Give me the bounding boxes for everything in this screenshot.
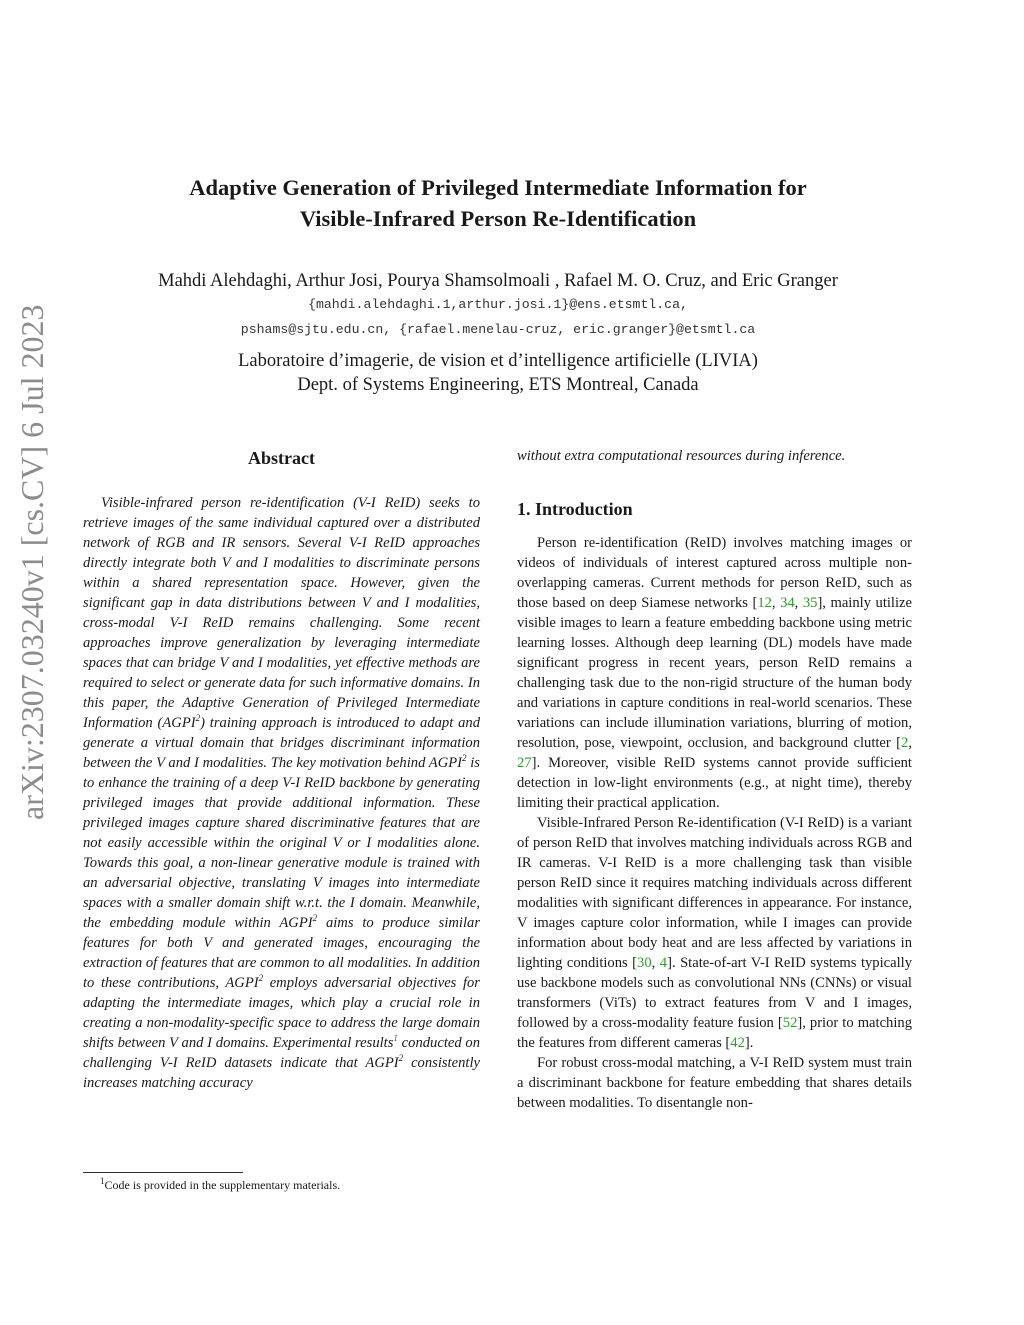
intro-paragraph-2: Visible-Infrared Person Re-identification (V-I ReID) is a variant of person ReID that involves matching individuals across RGB and IR cameras. V-I ReID is a more challenging task than visible person ReID since it requires matching individuals across different modalities with significant differences in appearance. For instance, V images capture color information, while I images can provide information about body heat and are less affected by variations in lighting conditions [30, 4]. State-of-art V-I ReID systems typically use backbone models such as convolutional NNs (CNNs) or visual transformers (ViTs) to extract features from V and I images, followed by a cross-modality feature fusion [52], prior to matching the features from different cameras [42]. [517, 815, 913, 1051]
superscript-2: 2 [258, 973, 264, 984]
affiliation-line-2: Dept. of Systems Engineering, ETS Montreal, Canada [297, 375, 699, 395]
paper-title [130, 172, 866, 234]
superscript-2: 2 [195, 713, 201, 724]
citation-link[interactable]: 34 [780, 595, 795, 611]
abstract-text-3: is to enhance the training of a deep V-I ReID backbone by generating privileged images that provide additional information. These privileged images capture shared discriminative features that are not easily accessible within the original V or I modalities alone. Towards this goal, a non-linear generative module is trained with an adversarial objective, translating V images into intermediate spaces with a smaller domain shift w.r.t. the I domain. Meanwhile, the embedding module within AGPI [83, 755, 480, 931]
intro-paragraph-3: For robust cross-modal matching, a V-I ReID system must train a discriminant backbone for feature embedding that shares details between modalities. To disentangle non- [517, 1055, 912, 1111]
right-column [517, 446, 912, 1113]
intro-text: ]. Moreover, visible ReID systems cannot provide sufficient detection in low-light environments (e.g., at night time), thereby limiting their practical application. [517, 755, 912, 811]
superscript-2: 2 [312, 913, 318, 924]
title-line-1: Adaptive Generation of Privileged Intermediate Information for [189, 175, 807, 200]
intro-text: ]. State-of-art V-I ReID systems typically use backbone models such as convolutional NNs (CNNs) or visual transformers (ViTs) to extract features from V and I images, followed by a cross-modality feature fusion [ [517, 955, 913, 1031]
left-column [83, 446, 480, 1093]
citation-link[interactable]: 2 [901, 735, 909, 751]
abstract-text-6: conducted on challenging V-I ReID datasets indicate that AGPI [83, 1035, 480, 1071]
footnote-link[interactable]: 1 [393, 1033, 398, 1044]
intro-text: Person re-identification (ReID) involves matching images or videos of individuals of interest captured across multiple non-overlapping cameras. Current methods for person ReID, such as those based on deep Siamese networks [ [517, 535, 912, 611]
abstract-text-7: consistently increases matching accuracy [83, 1055, 480, 1091]
abstract-body [83, 493, 480, 1093]
introduction-heading: 1. Introduction [517, 499, 633, 519]
footnote [100, 1178, 480, 1193]
abstract-text-1: Visible-infrared person re-identification (V-I ReID) seeks to retrieve images of the same individual captured over a distributed network of RGB and IR sensors. Several V-I ReID approaches directly integrate both V and I modalities to discriminate persons within a shared representation space. However, given the significant gap in data distributions between V and I modalities, cross-modal V-I ReID remains challenging. Some recent approaches improve generalization by leveraging intermediate spaces that can bridge V and I modalities, yet effective methods are required to select or generate data for such informative domains. In this paper, the Adaptive Generation of Privileged Intermediate Information (AGPI [83, 495, 480, 731]
citation-link[interactable]: 12 [757, 595, 772, 611]
citation-link[interactable]: 42 [730, 1035, 745, 1051]
abstract-text-4: aims to produce similar features for both V and generated images, encouraging the extraction of features that are common to all modalities. In addition to these contributions, AGPI [83, 915, 480, 991]
intro-text: ], mainly utilize visible images to learn a feature embedding backbone using metric learning losses. Although deep learning (DL) models have made significant progress in recent years, person ReID remains a challenging task due to the non-rigid structure of the human body and variations in capture conditions in real-world scenarios. These variations can include illumination variations, blurring of motion, resolution, pose, viewpoint, occlusion, and background clutter [ [517, 595, 912, 751]
title-line-2: Visible-Infrared Person Re-Identification [299, 206, 697, 231]
author-emails-line-2: pshams@sjtu.edu.cn, {rafael.menelau-cruz, eric.granger}@etsmtl.ca [240, 322, 756, 337]
intro-paragraph-1: Person re-identification (ReID) involves matching images or videos of individuals of interest captured across multiple non-overlapping cameras. Current methods for person ReID, such as those based on deep Siamese networks [12, 34, 35], mainly utilize visible images to learn a feature embedding backbone using metric learning losses. Although deep learning (DL) models have made significant progress in recent years, person ReID remains a challenging task due to the non-rigid structure of the human body and variations in capture conditions in real-world scenarios. These variations can include illumination variations, blurring of motion, resolution, pose, viewpoint, occlusion, and background clutter [2, 27]. Moreover, visible ReID systems cannot provide sufficient detection in low-light environments (e.g., at night time), thereby limiting their practical application. [517, 535, 912, 811]
citation-link[interactable]: 30 [637, 955, 652, 971]
superscript-2: 2 [398, 1053, 404, 1064]
intro-text: ], prior to matching the features from different cameras [ [517, 1015, 913, 1051]
intro-text: ]. [744, 1035, 754, 1051]
arxiv-side-stamp: arXiv:2307.03240v1 [cs.CV] 6 Jul 2023 [14, 304, 50, 820]
footnote-number: 1 [100, 1176, 105, 1186]
intro-text: Visible-Infrared Person Re-identification (V-I ReID) is a variant of person ReID that involves matching individuals across RGB and IR cameras. V-I ReID is a more challenging task than visible person ReID since it requires matching individuals across different modalities with significant differences in appearance. For instance, V images capture color information, while I images can provide information about body heat and are less affected by variations in lighting conditions [ [517, 815, 912, 971]
citation-link[interactable]: 4 [659, 955, 668, 971]
citation-link[interactable]: 35 [802, 595, 818, 611]
affiliation-line-1: Laboratoire d’imagerie, de vision et d’intelligence artificielle (LIVIA) [238, 351, 758, 371]
author-emails-line-1: {mahdi.alehdaghi.1,arthur.josi.1}@ens.etsmtl.ca, [308, 297, 688, 312]
superscript-2: 2 [462, 753, 467, 764]
abstract-text-2: ) training approach is introduced to adapt and generate a virtual domain that bridges discriminant information between the V and I modalities. The key motivation behind AGPI [83, 715, 480, 771]
abstract-tail: without extra computational resources during inference. [517, 448, 846, 464]
abstract-heading: Abstract [248, 448, 315, 468]
footnote-divider [83, 1172, 243, 1173]
abstract-text-5: employs adversarial objectives for adapting the intermediate images, which play a crucial role in creating a non-modality-specific space to address the large domain shifts between V and I domains. Experimental results [83, 975, 480, 1051]
citation-link[interactable]: 27 [517, 755, 532, 771]
author-list: Mahdi Alehdaghi, Arthur Josi, Pourya Shamsolmoali , Rafael M. O. Cruz, and Eric Granger [158, 271, 838, 291]
footnote-text: Code is provided in the supplementary materials. [104, 1178, 341, 1192]
citation-link[interactable]: 52 [782, 1015, 798, 1031]
